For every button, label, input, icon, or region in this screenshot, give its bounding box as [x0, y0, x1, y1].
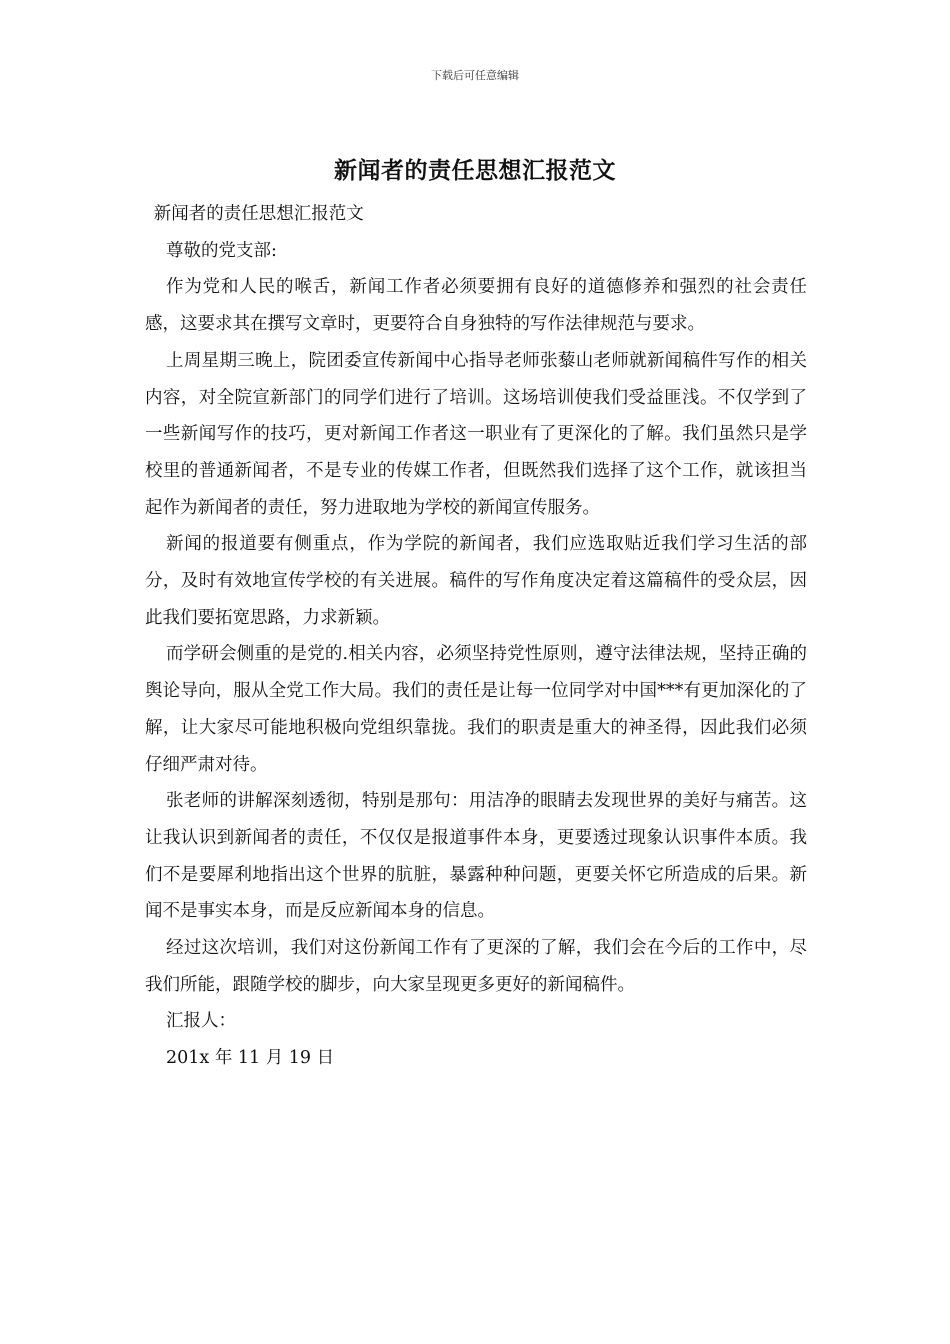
body-paragraph: 经过这次培训，我们对这份新闻工作有了更深的了解，我们会在今后的工作中，尽我们所能，跟随学校的脚步，向大家呈现更多更好的新闻稿件。 [145, 938, 807, 995]
body-paragraph: 而学研会侧重的是党的.相关内容，必须坚持党性原则，遵守法律法规，坚持正确的舆论导向，服从全党工作大局。我们的责任是让每一位同学对中国***有更加深化的了解，让大家尽可能地积极向党组织靠拢。我们的职责是重大的神圣得，因此我们必须仔细严肃对待。 [145, 644, 807, 775]
document-subtitle: 新闻者的责任思想汇报范文 [153, 204, 364, 224]
document-body [145, 196, 807, 1077]
body-paragraph: 张老师的讲解深刻透彻，特别是那句：用洁净的眼睛去发现世界的美好与痛苦。这让我认识到新闻者的责任，不仅仅是报道事件本身，更要透过现象认识事件本质。我们不是要犀利地指出这个世界的肮脏，暴露种种问题，更要关怀它所造成的后果。新闻不是事实本身，而是反应新闻本身的信息。 [145, 791, 807, 922]
body-paragraph: 新闻的报道要有侧重点，作为学院的新闻者，我们应选取贴近我们学习生活的部分，及时有效地宣传学校的有关进展。稿件的写作角度决定着这篇稿件的受众层，因此我们要拓宽思路，力求新颖。 [145, 534, 807, 628]
body-paragraph: 上周星期三晚上，院团委宣传新闻中心指导老师张藜山老师就新闻稿件写作的相关内容，对全院宣新部门的同学们进行了培训。这场培训使我们受益匪浅。不仅学到了一些新闻写作的技巧，更对新闻工作者这一职业有了更深化的了解。我们虽然只是学校里的普通新闻者，不是专业的传媒工作者，但既然我们选择了这个工作，就该担当起作为新闻者的责任，努力进取地为学校的新闻宣传服务。 [145, 350, 807, 518]
signature-label: 汇报人： [166, 1011, 236, 1032]
body-paragraph: 作为党和人民的喉舌，新闻工作者必须要拥有良好的道德修养和强烈的社会责任感，这要求其在撰写文章时，更要符合自身独特的写作法律规范与要求。 [145, 277, 807, 335]
salutation: 尊敬的党支部: [166, 240, 277, 261]
document-title: 新闻者的责任思想汇报范文 [334, 157, 616, 184]
report-date: 201x 年 11 月 19 日 [166, 1048, 335, 1069]
header-note: 下载后可任意编辑 [431, 69, 519, 82]
